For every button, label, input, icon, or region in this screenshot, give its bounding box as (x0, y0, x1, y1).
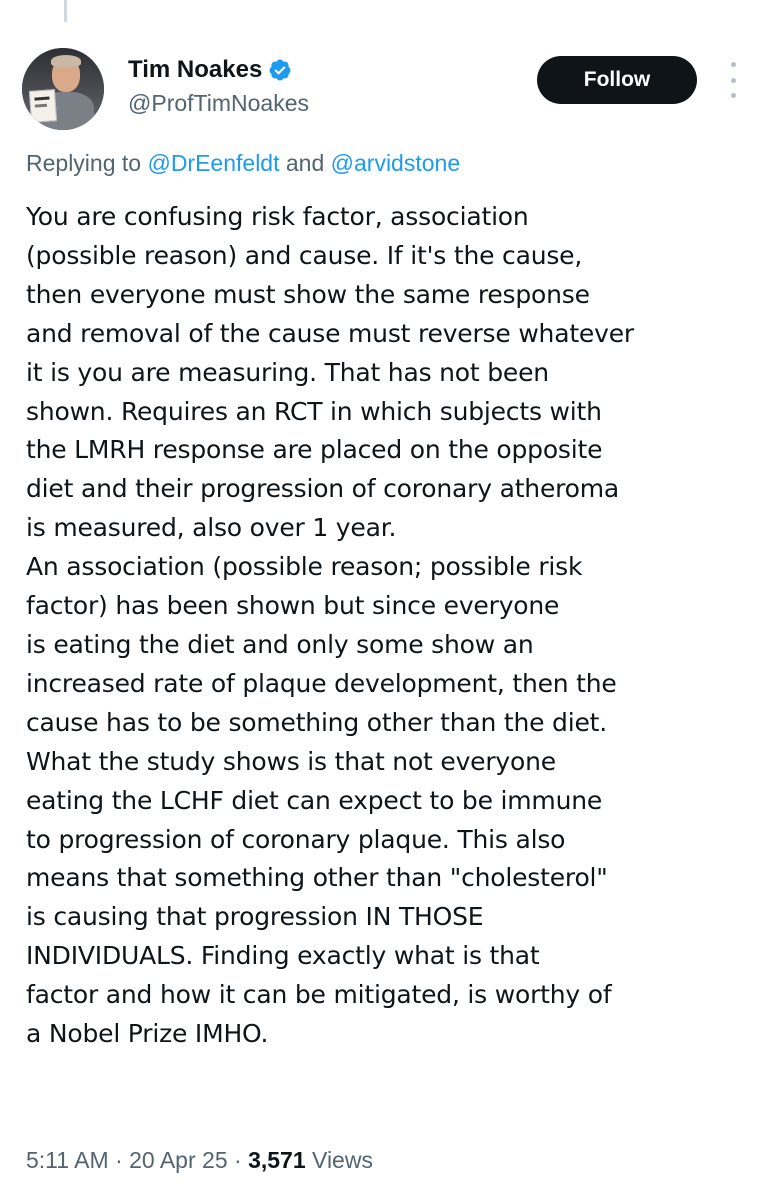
tweet-text-line: eating the LCHF diet can expect to be immune (26, 785, 603, 815)
tweet-text (26, 198, 756, 1054)
tweet-text-line: (possible reason) and cause. If it's the cause, (26, 240, 583, 270)
author-handle[interactable]: @ProfTimNoakes (128, 90, 309, 116)
views-count: 3,571 (248, 1147, 306, 1173)
meta-separator: · (108, 1147, 130, 1173)
tweet-text-line: is causing that progression IN THOSE (26, 902, 484, 932)
tweet-meta (26, 1147, 373, 1174)
tweet-text-line: and removal of the cause must reverse whatever (26, 318, 634, 348)
mention-link-arvidstone[interactable]: @arvidstone (330, 150, 461, 176)
tweet-text-line: it is you are measuring. That has not been (26, 357, 549, 387)
mention-link-dreenfeldt[interactable]: @DrEenfeldt (147, 150, 280, 176)
tweet-text-line: What the study shows is that not everyone (26, 746, 556, 776)
tweet-header (22, 48, 745, 132)
more-options-icon[interactable] (727, 62, 739, 98)
verified-badge-icon (268, 58, 292, 82)
tweet-text-line: diet and their progression of coronary atheroma (26, 474, 620, 504)
tweet-date[interactable]: 20 Apr 25 (129, 1147, 228, 1173)
tweet-text-line: is measured, also over 1 year. (26, 513, 397, 543)
author-display-name[interactable]: Tim Noakes (128, 56, 263, 83)
tweet-text-line: then everyone must show the same response (26, 279, 590, 309)
tweet-text-line: factor and how it can be mitigated, is worthy of (26, 980, 612, 1010)
reply-context (26, 150, 460, 177)
views-label: Views (305, 1147, 373, 1173)
tweet-text-line: to progression of coronary plaque. This also (26, 824, 566, 854)
tweet-text-line: means that something other than "cholesterol" (26, 863, 608, 893)
tweet-text-line: a Nobel Prize IMHO. (26, 1019, 269, 1049)
tweet-text-line: INDIVIDUALS. Finding exactly what is that (26, 941, 540, 971)
thread-connector-line (64, 0, 67, 22)
tweet-text-line: cause has to be something other than the diet. (26, 707, 607, 737)
meta-separator: · (227, 1147, 249, 1173)
reply-joiner: and (279, 150, 331, 176)
tweet-time[interactable]: 5:11 AM (26, 1147, 109, 1173)
tweet-text-line: increased rate of plaque development, then the (26, 668, 617, 698)
tweet-text-line: is eating the diet and only some show an (26, 629, 534, 659)
tweet-text-line: shown. Requires an RCT in which subjects with (26, 396, 602, 426)
follow-button[interactable]: Follow (537, 56, 697, 104)
tweet-text-line: You are confusing risk factor, association (26, 202, 529, 231)
tweet-text-line: An association (possible reason; possible risk (26, 552, 583, 582)
tweet-text-line: factor) has been shown but since everyone (26, 591, 560, 621)
avatar[interactable] (22, 48, 104, 130)
tweet-text-line: the LMRH response are placed on the opposite (26, 435, 603, 465)
reply-prefix: Replying to (26, 150, 148, 176)
author-name-row[interactable] (128, 56, 292, 84)
